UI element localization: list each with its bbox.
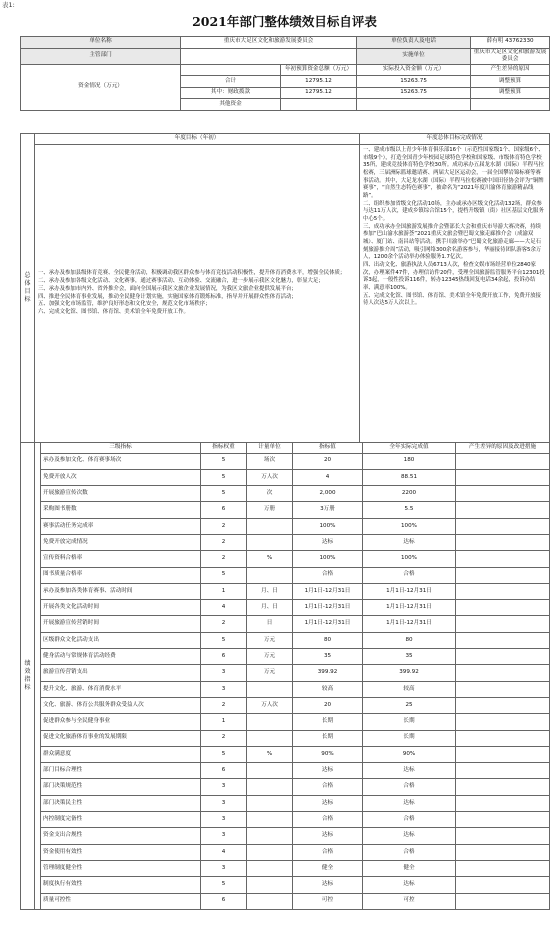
- funds-row-actual: 15263.75: [357, 76, 471, 88]
- table-row: [21, 551, 550, 567]
- ind-reason: [456, 665, 550, 681]
- ind-reason: [456, 763, 550, 779]
- ind-actual: 88.51: [363, 469, 456, 485]
- ind-target: 2,000: [293, 486, 363, 502]
- ind-target: 3万册: [293, 502, 363, 518]
- ind-target: 长期: [293, 714, 363, 730]
- ind-target: 达标: [293, 828, 363, 844]
- ind-weight: 3: [201, 779, 247, 795]
- ind-name: 赛事活动任务完成率: [41, 518, 201, 534]
- ind-header-weight: 指标权重: [201, 443, 247, 454]
- ind-unit: [247, 812, 293, 828]
- table-row: [21, 469, 550, 485]
- ind-actual: 100%: [363, 518, 456, 534]
- ind-reason: [456, 730, 550, 746]
- ind-target: 100%: [293, 518, 363, 534]
- ind-target: 1月1日-12月31日: [293, 583, 363, 599]
- ind-name: 管理制度健全性: [41, 860, 201, 876]
- ind-name: 部门决策民主性: [41, 795, 201, 811]
- ind-unit: [247, 795, 293, 811]
- ind-unit: [247, 681, 293, 697]
- table-row: [21, 779, 550, 795]
- ind-weight: 5: [201, 567, 247, 583]
- unit-head-label: 单位负责人及电话: [357, 37, 471, 49]
- ind-weight: 2: [201, 534, 247, 550]
- funds-row-actual: 15263.75: [357, 87, 471, 99]
- ind-actual: 合格: [363, 567, 456, 583]
- ind-unit: [247, 763, 293, 779]
- ind-target: 合格: [293, 779, 363, 795]
- ind-name: 区级群众文化活动支出: [41, 632, 201, 648]
- table-row: [21, 860, 550, 876]
- ind-name: 开展各类文化活动时间: [41, 600, 201, 616]
- table-row: [21, 714, 550, 730]
- ind-unit: 万元: [247, 665, 293, 681]
- ind-target: 达标: [293, 877, 363, 893]
- impl-unit-label: 实施单位: [357, 48, 471, 64]
- funds-row-label: 其他资金: [181, 99, 281, 111]
- ind-target: 长期: [293, 730, 363, 746]
- ind-header-target: 指标值: [293, 443, 363, 454]
- ind-name: 文化、旅游、体育公共服务群众受益人次: [41, 697, 201, 713]
- ind-weight: 2: [201, 730, 247, 746]
- ind-reason: [456, 877, 550, 893]
- ind-unit: [247, 534, 293, 550]
- funds-col-reason: 产生差异的原因: [471, 64, 550, 76]
- ind-reason: [456, 893, 550, 909]
- ind-reason: [456, 518, 550, 534]
- ind-actual: 达标: [363, 534, 456, 550]
- ind-actual: 90%: [363, 746, 456, 762]
- ind-weight: 3: [201, 681, 247, 697]
- sheet-tab-label: 表1:: [2, 1, 15, 9]
- ind-actual: 180: [363, 453, 456, 469]
- table-row: [21, 567, 550, 583]
- table-row: [21, 812, 550, 828]
- ind-weight: 3: [201, 795, 247, 811]
- goals-col-done: 年度总体目标完成情况: [360, 134, 550, 145]
- page-title: 2021年部门整体绩效目标自评表: [192, 14, 377, 29]
- ind-weight: 6: [201, 763, 247, 779]
- unit-name-value: 重庆市大足区文化和旅游发展委员会: [181, 37, 357, 49]
- ind-reason: [456, 632, 550, 648]
- goals-target-text: 一、承办及参加县级体育竞赛、全民健身活动，积极调动我区群众参与体育竞技活动积极性，提升体育消费水平，增强全民体质； 二、承办及参加各级文化活动、文化赛事，通过赛事活动、互动体验、交流融合，进一步展示我区文化魅力，彰显大足； 三、承办及参加市内外、省外推介会，面向全国展示我区文旅企业发展情况，为我区文旅企业提供发展平台； 四、推进全民体育事业发展，推动全民健身计划实施，实施国家体育锻炼标准，指导并开展群众性体育活动； 五、加强文化市场监管，维护良好形态和文化安全，规范文化市场秩序； 六、完成文化馆、图书馆、体育馆、美术馆全年免费开放工作。: [35, 145, 360, 443]
- table-row: [21, 893, 550, 909]
- ind-reason: [456, 486, 550, 502]
- ind-target: 可控: [293, 893, 363, 909]
- table-row: [21, 583, 550, 599]
- table-row: [21, 502, 550, 518]
- ind-reason: [456, 649, 550, 665]
- ind-weight: 5: [201, 632, 247, 648]
- ind-target: 100%: [293, 551, 363, 567]
- ind-weight: 5: [201, 877, 247, 893]
- ind-name: 采购图书册数: [41, 502, 201, 518]
- ind-unit: [247, 567, 293, 583]
- goals-table: [20, 133, 550, 443]
- ind-reason: [456, 551, 550, 567]
- funds-row-budget: 12795.12: [281, 76, 357, 88]
- ind-name: 促进群众参与全民健身事业: [41, 714, 201, 730]
- ind-target: 20: [293, 453, 363, 469]
- ind-unit: [247, 518, 293, 534]
- ind-unit: [247, 828, 293, 844]
- table-row: [21, 534, 550, 550]
- ind-weight: 5: [201, 453, 247, 469]
- ind-name: 内控制度完备性: [41, 812, 201, 828]
- ind-unit: 月、日: [247, 583, 293, 599]
- table-row: [21, 681, 550, 697]
- indicators-side-label: 绩效指标: [21, 443, 35, 910]
- ind-weight: 4: [201, 844, 247, 860]
- ind-actual: 399.92: [363, 665, 456, 681]
- funds-row-reason: 调整预算: [471, 76, 550, 88]
- ind-target: 达标: [293, 534, 363, 550]
- ind-weight: 1: [201, 583, 247, 599]
- table-row: [21, 877, 550, 893]
- ind-actual: 可控: [363, 893, 456, 909]
- ind-unit: 万人次: [247, 469, 293, 485]
- ind-name: 促进文化旅游体育事业的发展期限: [41, 730, 201, 746]
- ind-target: 1月1日-12月31日: [293, 600, 363, 616]
- ind-weight: 5: [201, 486, 247, 502]
- ind-reason: [456, 600, 550, 616]
- funds-row-label: 合计: [181, 76, 281, 88]
- ind-reason: [456, 714, 550, 730]
- funds-row-reason: [471, 99, 550, 111]
- ind-actual: 35: [363, 649, 456, 665]
- ind-unit: 场次: [247, 453, 293, 469]
- ind-weight: 3: [201, 860, 247, 876]
- dept-label: 主管部门: [21, 48, 181, 64]
- funds-col-actual: 实际投入资金额（万元）: [357, 64, 471, 76]
- dept-value: [181, 48, 357, 64]
- ind-actual: 合格: [363, 779, 456, 795]
- ind-unit: 万人次: [247, 697, 293, 713]
- ind-name: 提升文化、旅游、体育消费水平: [41, 681, 201, 697]
- goals-done-text: 一、建成市级以上青少年体育俱乐部16个（示范性国家级1个、国家级6个、市级9个），打造全国青少年校园足球特色学校和国家级、市级体育特色学校35所，建成竞技体育特色学校30所。成功承办五届龙水湖（国际）半程马拉松赛，三届洲际篮球邀请赛、两届大足区运动会，一届全国攀岩锦标赛等赛事活动。其中，大足龙水湖（国际）半程马拉松赛被中国田径协会评为“铜牌赛事”，“自然生态特色赛事”，被命名为“2021年度川渝体育旅游精品线路”。 二、组织参加省级文化活动10场，主办或承办区级文化活动132场，群众参与达11万人次，建成乡镇综合馆15个，提档升级镇（街）社区基层文化服务中心5个。 三、成功承办全国旅游发展推介会暨部长大会和重庆市导游大赛决赛，持续参加“巴山渝水旅游荟”2021重庆文旅会暨巴蜀文旅走廊推介会（成渝双城）、厦门站、南昌站等活动。携手川渝举办“巴蜀文化旅游走廊——大足石刻旅游推介周”活动，吸引网络300余名游客参与，华丽接待团队游客5余万人，1200余个活动举办体验服务1.7亿次。 四、出动文化、旅游执法人员6713人次，检查文娱市场经营单位2840家次，办理案件47件，办理信访件20件，受理全国旅游监管服务平台12301投诉3起，一般性投诉116件，转办12345热线回复电话34余起，投诉办结率、满意率100%。 五、完成文化馆、图书馆、体育馆、美术馆全年免费开放工作，免费开放接待人次达5万人次以上。: [360, 145, 550, 443]
- table-row: [21, 697, 550, 713]
- table-row: [21, 616, 550, 632]
- ind-weight: 3: [201, 828, 247, 844]
- table-row: [21, 665, 550, 681]
- ind-actual: 1月1日-12月31日: [363, 616, 456, 632]
- table-row: [21, 746, 550, 762]
- ind-reason: [456, 812, 550, 828]
- ind-target: 合格: [293, 567, 363, 583]
- ind-reason: [456, 583, 550, 599]
- ind-actual: 2200: [363, 486, 456, 502]
- ind-name: 免费开放完成情况: [41, 534, 201, 550]
- header-table: [20, 36, 550, 111]
- ind-header-reason: 产生差异的原因及改进措施: [456, 443, 550, 454]
- table-row: [21, 649, 550, 665]
- ind-weight: 4: [201, 600, 247, 616]
- ind-name: 制度执行有效性: [41, 877, 201, 893]
- ind-weight: 5: [201, 469, 247, 485]
- funds-label: 资金情况（万元）: [21, 64, 181, 110]
- ind-name: 群众满意度: [41, 746, 201, 762]
- ind-actual: 达标: [363, 763, 456, 779]
- ind-unit: 万元: [247, 632, 293, 648]
- ind-unit: [247, 893, 293, 909]
- ind-target: 合格: [293, 844, 363, 860]
- table-row: [21, 828, 550, 844]
- ind-reason: [456, 616, 550, 632]
- ind-target: 达标: [293, 763, 363, 779]
- ind-name: 健身活动与常规体育活动经费: [41, 649, 201, 665]
- ind-reason: [456, 681, 550, 697]
- ind-reason: [456, 697, 550, 713]
- ind-target: 健全: [293, 860, 363, 876]
- ind-weight: 2: [201, 518, 247, 534]
- ind-reason: [456, 534, 550, 550]
- ind-name: 承办及参加文化、体育赛事场次: [41, 453, 201, 469]
- ind-weight: 1: [201, 714, 247, 730]
- ind-name: 资金支出合规性: [41, 828, 201, 844]
- ind-name: 宣传资料合格率: [41, 551, 201, 567]
- ind-target: 达标: [293, 795, 363, 811]
- ind-weight: 3: [201, 665, 247, 681]
- ind-target: 90%: [293, 746, 363, 762]
- ind-name: 资金使用有效性: [41, 844, 201, 860]
- ind-actual: 达标: [363, 795, 456, 811]
- ind-actual: 较高: [363, 681, 456, 697]
- ind-actual: 1月1日-12月31日: [363, 583, 456, 599]
- funds-row-reason: 调整预算: [471, 87, 550, 99]
- ind-actual: 合格: [363, 844, 456, 860]
- ind-weight: 6: [201, 893, 247, 909]
- ind-name: 部门决策规范性: [41, 779, 201, 795]
- funds-row-actual: [357, 99, 471, 111]
- ind-weight: 2: [201, 551, 247, 567]
- ind-name: 承办及参加各类体育赛事、活动时间: [41, 583, 201, 599]
- table-row: [21, 844, 550, 860]
- table-row: [21, 730, 550, 746]
- table-row: [21, 486, 550, 502]
- ind-actual: 达标: [363, 828, 456, 844]
- ind-name: 开展旅游宣传次数: [41, 486, 201, 502]
- ind-unit: 万册: [247, 502, 293, 518]
- ind-reason: [456, 746, 550, 762]
- ind-reason: [456, 779, 550, 795]
- unit-name-label: 单位名称: [21, 37, 181, 49]
- ind-actual: 100%: [363, 551, 456, 567]
- ind-name: 图书质量合格率: [41, 567, 201, 583]
- ind-target: 20: [293, 697, 363, 713]
- ind-unit: [247, 877, 293, 893]
- ind-weight: 3: [201, 812, 247, 828]
- table-row: [21, 763, 550, 779]
- ind-reason: [456, 795, 550, 811]
- ind-unit: [247, 779, 293, 795]
- ind-reason: [456, 502, 550, 518]
- ind-unit: 次: [247, 486, 293, 502]
- goals-side-label: 总体目标: [21, 134, 35, 443]
- ind-reason: [456, 844, 550, 860]
- ind-weight: 2: [201, 697, 247, 713]
- table-row: [21, 632, 550, 648]
- goals-col-target: 年度目标（年初）: [35, 134, 360, 145]
- ind-weight: 6: [201, 649, 247, 665]
- ind-actual: 长期: [363, 730, 456, 746]
- ind-target: 合格: [293, 812, 363, 828]
- ind-target: 399.92: [293, 665, 363, 681]
- ind-header-unit: 计量单位: [247, 443, 293, 454]
- ind-actual: 达标: [363, 877, 456, 893]
- ind-target: 1月1日-12月31日: [293, 616, 363, 632]
- funds-row-budget: [281, 99, 357, 111]
- ind-target: 35: [293, 649, 363, 665]
- ind-unit: %: [247, 551, 293, 567]
- table-row: [21, 600, 550, 616]
- ind-reason: [456, 453, 550, 469]
- ind-name: 质量可控性: [41, 893, 201, 909]
- ind-unit: [247, 714, 293, 730]
- ind-actual: 80: [363, 632, 456, 648]
- ind-unit: 月、日: [247, 600, 293, 616]
- unit-head-value: 薛有明 43762330: [471, 37, 550, 49]
- table-row: [21, 518, 550, 534]
- ind-name: 免费开放人次: [41, 469, 201, 485]
- ind-header-name: 三级指标: [41, 443, 201, 454]
- ind-actual: 25: [363, 697, 456, 713]
- funds-col-budget: 年初预算资金总额（万元）: [281, 64, 357, 76]
- ind-name: 部门目标合理性: [41, 763, 201, 779]
- ind-target: 较高: [293, 681, 363, 697]
- impl-unit-value: 重庆市大足区文化和旅游发展委员会: [471, 48, 550, 64]
- ind-unit: 日: [247, 616, 293, 632]
- ind-reason: [456, 860, 550, 876]
- ind-weight: 2: [201, 616, 247, 632]
- ind-target: 4: [293, 469, 363, 485]
- ind-actual: 健全: [363, 860, 456, 876]
- indicators-table: [20, 442, 550, 910]
- ind-unit: [247, 860, 293, 876]
- table-row: [21, 453, 550, 469]
- ind-header-actual: 全年实际完成值: [363, 443, 456, 454]
- ind-name: 旅游宣传营销支出: [41, 665, 201, 681]
- ind-unit: [247, 844, 293, 860]
- ind-target: 80: [293, 632, 363, 648]
- ind-reason: [456, 469, 550, 485]
- ind-unit: 万元: [247, 649, 293, 665]
- ind-weight: 6: [201, 502, 247, 518]
- ind-weight: 5: [201, 746, 247, 762]
- ind-actual: 5.5: [363, 502, 456, 518]
- funds-row-label: 其中：财政拨款: [181, 87, 281, 99]
- ind-reason: [456, 828, 550, 844]
- table-row: [21, 795, 550, 811]
- funds-blank: [181, 64, 281, 76]
- ind-actual: 长期: [363, 714, 456, 730]
- ind-actual: 1月1日-12月31日: [363, 600, 456, 616]
- funds-row-budget: 12795.12: [281, 87, 357, 99]
- ind-name: 开展旅游宣传营销时间: [41, 616, 201, 632]
- ind-unit: [247, 730, 293, 746]
- ind-reason: [456, 567, 550, 583]
- ind-unit: %: [247, 746, 293, 762]
- ind-actual: 合格: [363, 812, 456, 828]
